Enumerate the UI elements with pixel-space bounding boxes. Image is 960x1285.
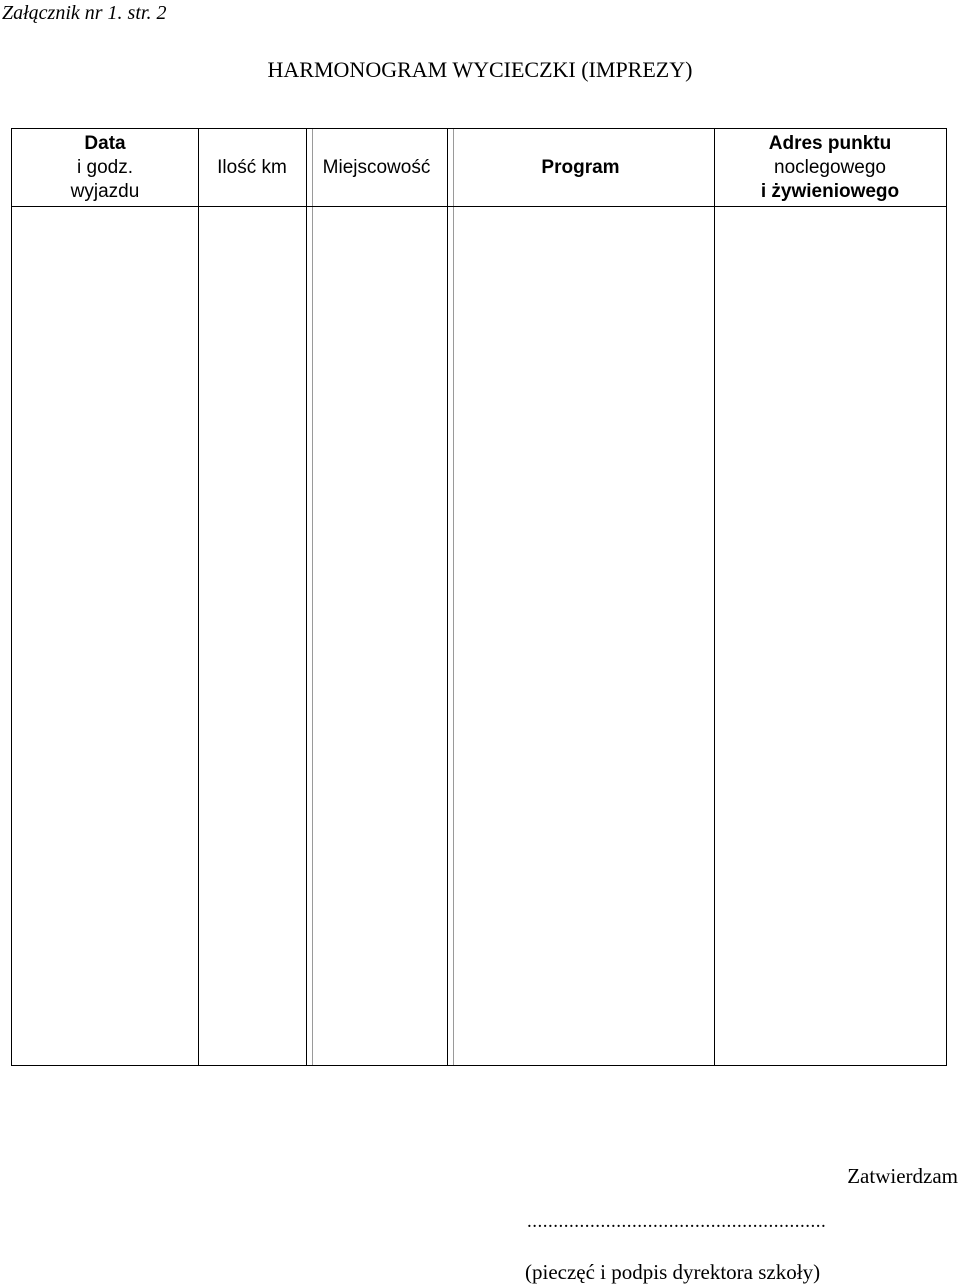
header-km-label: Ilość km xyxy=(217,156,287,178)
document-title: HARMONOGRAM WYCIECZKI (IMPREZY) xyxy=(267,57,693,82)
column-divider xyxy=(447,129,448,1065)
header-address-line: i żywieniowego xyxy=(760,180,900,202)
signature-line: ......................................................... xyxy=(527,1211,827,1232)
column-divider-shadow xyxy=(312,129,313,1065)
header-date xyxy=(12,129,198,206)
header-program-label: Program xyxy=(541,156,620,178)
header-place xyxy=(306,129,447,206)
header-place-label: Miejscowość xyxy=(322,156,431,178)
column-divider-shadow xyxy=(453,129,454,1065)
header-date-line: wyjazdu xyxy=(70,180,140,202)
header-date-line: Data xyxy=(84,132,126,154)
header-address-line: noclegowego xyxy=(774,156,886,178)
header-rule xyxy=(12,206,946,207)
column-divider xyxy=(714,129,715,1065)
column-divider xyxy=(306,129,307,1065)
attachment-reference: Załącznik nr 1. str. 2 xyxy=(2,2,167,24)
header-km xyxy=(198,129,306,206)
column-divider xyxy=(198,129,199,1065)
header-date-line: i godz. xyxy=(77,156,133,178)
header-address xyxy=(714,129,946,206)
header-program xyxy=(447,129,714,206)
schedule-table xyxy=(11,128,947,1066)
signature-caption: (pieczęć i podpis dyrektora szkoły) xyxy=(525,1260,821,1284)
header-address-line: Adres punktu xyxy=(768,132,892,154)
approval-label: Zatwierdzam xyxy=(847,1164,958,1188)
